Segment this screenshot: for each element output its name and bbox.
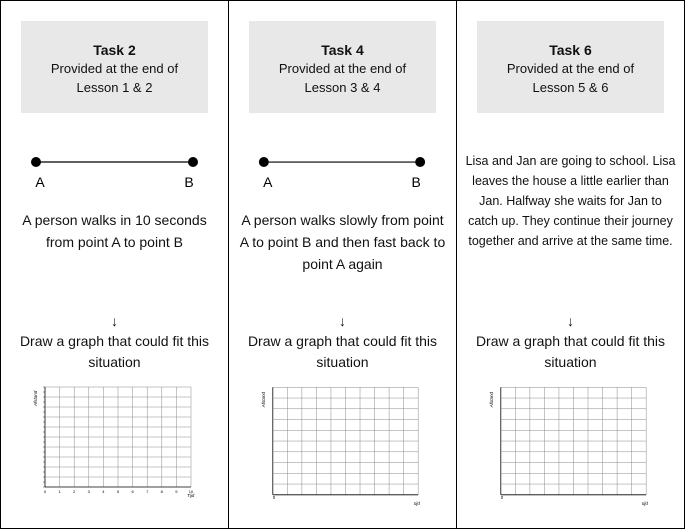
task-2-column bbox=[1, 1, 228, 528]
origin-label: 0 bbox=[272, 494, 276, 500]
point-b-dot bbox=[188, 157, 198, 167]
line-segment-a-b bbox=[1, 151, 228, 191]
draw-prompt: Draw a graph that could fit this situation bbox=[247, 333, 438, 370]
task-6-column bbox=[456, 1, 684, 528]
point-a-dot bbox=[259, 157, 269, 167]
blank-graph-grid bbox=[229, 381, 456, 521]
line-segment-a-b bbox=[229, 151, 456, 191]
x-tick-label: 5 bbox=[116, 489, 120, 494]
down-arrow-icon: ↓ bbox=[111, 313, 118, 329]
x-tick-label: 3 bbox=[87, 489, 90, 494]
provided-line: Provided at the end of bbox=[50, 61, 179, 76]
situation-description: Lisa and Jan are going to school. Lisa leaves the house a little earlier than Jan. Halfway she waits for Jan to catch up. They continue their journey together and arrive at the same time. bbox=[465, 154, 676, 248]
point-b-label: B bbox=[184, 174, 194, 190]
x-axis-label: tijd bbox=[642, 500, 648, 506]
lesson-line: Lesson 1 & 2 bbox=[76, 80, 153, 95]
task-header bbox=[477, 21, 664, 113]
y-axis-label: Afstand bbox=[260, 392, 266, 408]
point-a-dot bbox=[31, 157, 41, 167]
situation-description: A person walks in 10 seconds from point A to point B bbox=[22, 212, 207, 250]
down-arrow-icon: ↓ bbox=[339, 313, 346, 329]
lesson-line: Lesson 3 & 4 bbox=[304, 80, 381, 95]
task-title: Task 2 bbox=[93, 42, 136, 58]
task-title: Task 6 bbox=[549, 42, 592, 58]
down-arrow-icon: ↓ bbox=[567, 313, 574, 329]
x-tick-label: 1 bbox=[58, 489, 61, 494]
x-axis-label: Tijd bbox=[187, 493, 195, 498]
grid-lines bbox=[273, 387, 418, 495]
task-header bbox=[249, 21, 436, 113]
point-b-dot bbox=[415, 157, 425, 167]
draw-prompt: Draw a graph that could fit this situation bbox=[475, 333, 666, 370]
provided-line: Provided at the end of bbox=[506, 61, 635, 76]
draw-prompt: Draw a graph that could fit this situation bbox=[19, 333, 210, 370]
task-4-column bbox=[228, 1, 456, 528]
x-tick-label: 8 bbox=[160, 489, 163, 494]
grid-lines bbox=[45, 387, 191, 487]
provided-line: Provided at the end of bbox=[278, 61, 407, 76]
blank-graph-grid bbox=[457, 381, 684, 521]
point-a-label: A bbox=[35, 174, 45, 190]
x-tick-label: 2 bbox=[73, 489, 76, 494]
point-a-label: A bbox=[263, 173, 273, 190]
x-tick-label: 10 bbox=[188, 489, 194, 494]
task-title: Task 4 bbox=[321, 42, 364, 58]
x-tick-label: 6 bbox=[131, 489, 134, 494]
point-b-label: B bbox=[411, 173, 421, 190]
x-axis-label: tijd bbox=[414, 500, 420, 506]
x-tick-label: 0 bbox=[43, 489, 47, 494]
lesson-line: Lesson 5 & 6 bbox=[532, 80, 609, 95]
x-tick-label: 9 bbox=[175, 489, 178, 494]
y-axis-label: Afstand bbox=[488, 392, 494, 408]
grid-lines bbox=[501, 387, 646, 495]
situation-description: A person walks slowly from point A to point B and then fast back to point A again bbox=[239, 212, 446, 272]
task-header bbox=[21, 21, 208, 113]
x-tick-label: 4 bbox=[102, 489, 105, 494]
x-tick-label: 7 bbox=[146, 489, 149, 494]
origin-label: 0 bbox=[500, 494, 504, 500]
blank-graph-grid bbox=[1, 381, 228, 521]
y-axis-label: Afstand bbox=[33, 390, 38, 406]
